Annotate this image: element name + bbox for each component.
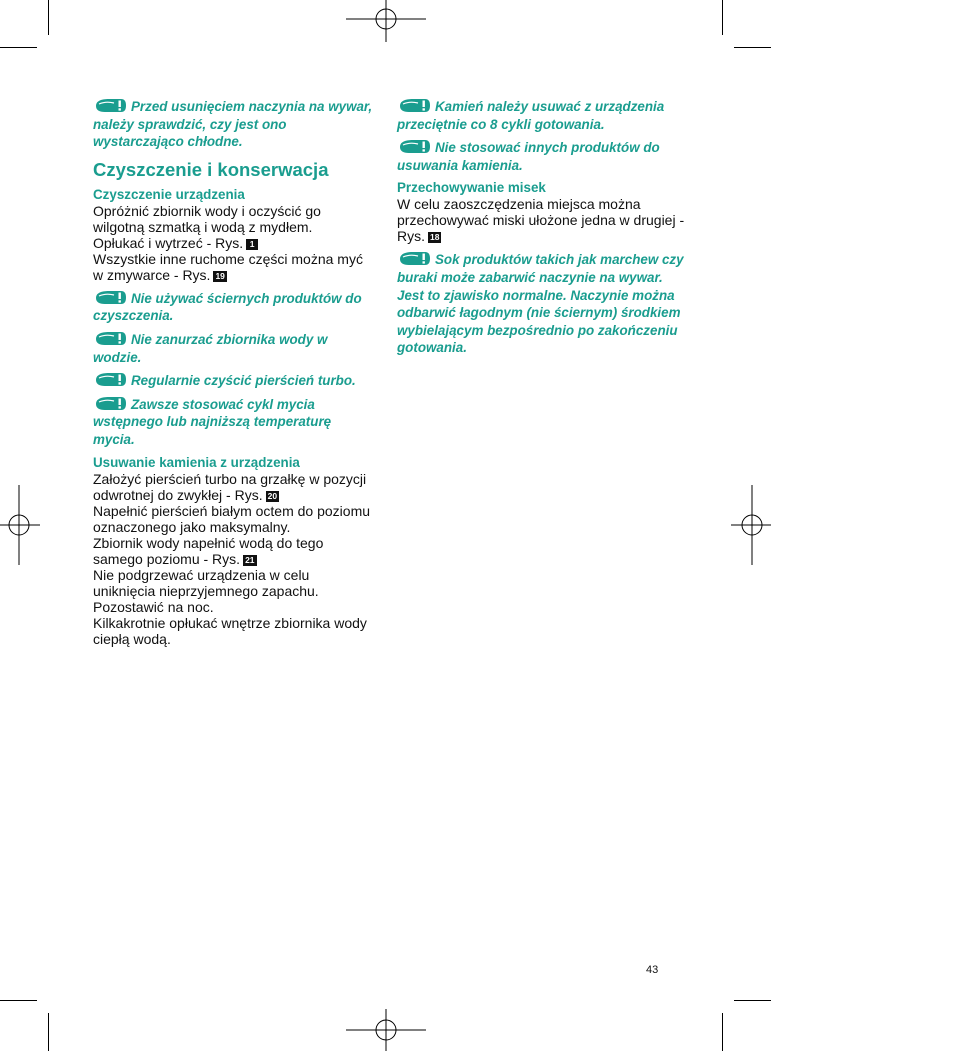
crop-mark [48, 0, 49, 35]
warning-exclamation-icon [93, 290, 127, 305]
crop-mark [0, 47, 37, 48]
paragraph [93, 235, 373, 251]
paragraph-text: Założyć pierścień turbo na grzałkę w pozycji odwrotnej do zwykłej - Rys. [93, 470, 367, 503]
warning-text: Nie zanurzać zbiornika wody w wodzie. [93, 331, 328, 365]
warning-note [397, 251, 687, 357]
warning-note [93, 396, 373, 449]
paragraph: Opróżnić zbiornik wody i oczyścić go wilgotną szmatką i wodą z mydłem. [93, 202, 321, 235]
crop-mark [722, 0, 723, 35]
paragraph [93, 251, 373, 283]
registration-mark-icon [346, 1009, 426, 1051]
paragraph-text: Wszystkie inne ruchome części można myć w zmywarce - Rys. [93, 250, 363, 283]
warning-note [93, 372, 373, 390]
left-column [93, 98, 373, 654]
paragraph: Pozostawić na noc. [93, 598, 214, 615]
crop-mark [48, 1013, 49, 1051]
paragraph [93, 535, 373, 567]
warning-exclamation-icon [93, 98, 127, 113]
figure-reference: 20 [267, 490, 278, 501]
subsection-heading: Przechowywanie misek [397, 180, 546, 196]
subsection-heading: Czyszczenie urządzenia [93, 186, 245, 202]
crop-mark [722, 1013, 723, 1051]
registration-mark-icon [0, 485, 40, 565]
warning-text: Regularnie czyścić pierścień turbo. [131, 373, 356, 389]
warning-text: Nie używać ściernych produktów do czyszczenia. [93, 290, 362, 324]
warning-exclamation-icon [93, 372, 127, 387]
subsection-heading: Usuwanie kamienia z urządzenia [93, 454, 300, 470]
registration-mark-icon [731, 485, 771, 565]
paragraph [93, 471, 373, 503]
paragraph [397, 196, 687, 244]
figure-reference: 21 [245, 554, 255, 565]
crop-mark [0, 1000, 37, 1001]
registration-mark-icon [346, 0, 426, 42]
paragraph: Kilkakrotnie opłukać wnętrze zbiornika wody ciepłą wodą. [93, 614, 367, 647]
descaling-instructions [93, 471, 373, 647]
page-number: 43 [646, 964, 659, 976]
figure-reference: 19 [215, 270, 225, 281]
warning-note [93, 98, 373, 151]
warning-text: Zawsze stosować cykl mycia wstępnego lub najniższą temperaturę mycia. [93, 396, 332, 447]
warning-text: Kamień należy usuwać z urządzenia przeciętnie co 8 cykli gotowania. [397, 99, 665, 132]
figure-reference: 1 [246, 239, 258, 250]
crop-mark [734, 47, 771, 48]
paragraph-text: W celu zaoszczędzenia miejsca można przechowywać miski ułożone jedna w drugiej - Rys. [397, 196, 685, 245]
warning-exclamation-icon [93, 396, 127, 411]
warning-note [397, 98, 687, 133]
warning-note [93, 290, 373, 325]
section-title: Czyszczenie i konserwacja [93, 158, 329, 180]
crop-mark [734, 1000, 771, 1001]
paragraph-text: Zbiornik wody napełnić wodą do tego samego poziomu - Rys. [93, 534, 324, 567]
paragraph-text: Opłukać i wytrzeć - Rys. [93, 234, 244, 251]
warning-exclamation-icon [93, 331, 127, 346]
storage-instructions [397, 196, 687, 244]
figure-reference: 18 [430, 232, 440, 243]
warning-text: Przed usunięciem naczynia na wywar, należy sprawdzić, czy jest ono wystarczająco chłodne. [93, 99, 373, 150]
paragraph: Napełnić pierścień białym octem do poziomu oznaczonego jako maksymalny. [93, 502, 371, 535]
warning-note [397, 139, 687, 174]
warning-exclamation-icon [397, 139, 431, 154]
warning-exclamation-icon [397, 98, 431, 113]
cleaning-instructions [93, 203, 373, 283]
warning-note [93, 331, 373, 366]
warning-exclamation-icon [397, 251, 431, 266]
warning-text: Nie stosować innych produktów do usuwania kamienia. [397, 140, 660, 173]
warning-text: Sok produktów takich jak marchew czy buraki może zabarwić naczynie na wywar. Jest to zjawisko normalne. Naczynie można odbarwić łagodnym (nie ściernym) środkiem wybielającym bezpośrednio po zakończeniu gotowania. [397, 252, 684, 356]
right-column [397, 98, 687, 363]
paragraph: Nie podgrzewać urządzenia w celu uniknięcia nieprzyjemnego zapachu. [93, 566, 319, 599]
